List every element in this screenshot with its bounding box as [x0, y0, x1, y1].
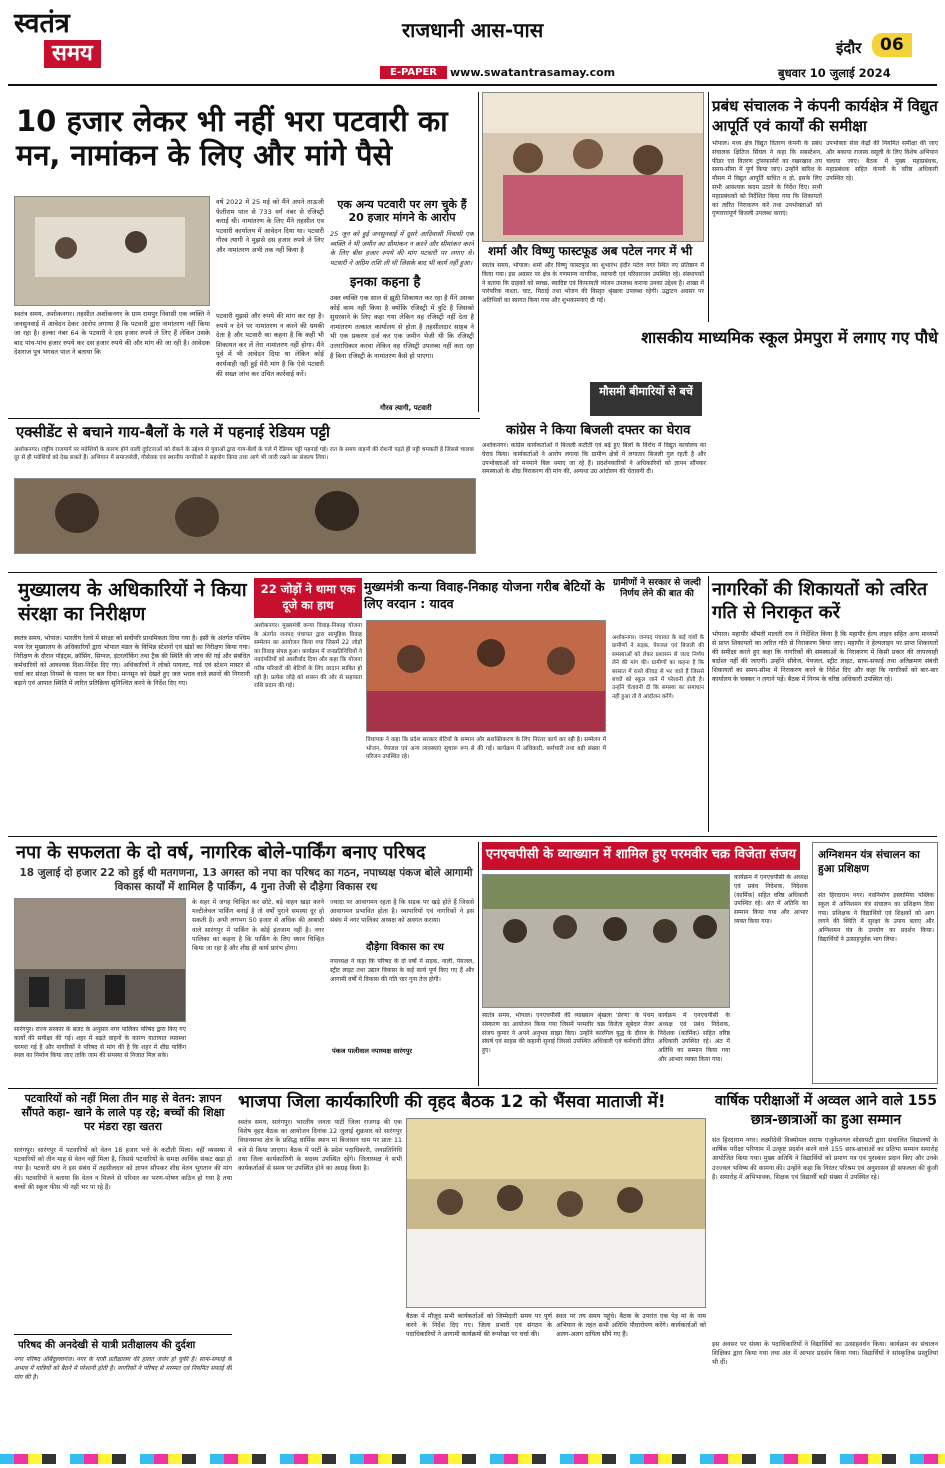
- patwari-headline: 10 हजार लेकर भी नहीं भरा पटवारी का मन, नामांकन के लिए और मांगे पैसे: [16, 104, 448, 172]
- mukhyalay-headline: मुख्यालय के अधिकारियों ने किया संरक्षा का निरीक्षण: [18, 579, 247, 625]
- ncc-body2: कार्यक्रम में एनएचपीसी के अध्यक्ष एवं प्रबंध निदेशक, निदेशक (कार्मिक) सहित वरिष्ठ अधिकारी उपस्थित रहे। अंत में अतिथि का सम्मान किया गया और आभार व्यक्त किया गया।: [734, 874, 808, 925]
- gramin-headline: ग्रामीणों ने सरकार से जल्दी निर्णय लेने की बात की: [613, 578, 701, 599]
- napa-photo: [14, 898, 186, 1022]
- bjp-caption: बैठक में मौजूद सभी कार्यकर्ताओं को जिम्मेदारी समय पर पूर्ण करने के निर्देश दिए गए। जिला प्रभारी एवं संगठन के पदाधिकारियों ने आगामी कार्यक्रमों की रूपरेखा पर चर्चा की।: [406, 1313, 552, 1338]
- patwari2-headline: पटवारियों को नहीं मिला तीन माह से वेतन: ज्ञापन सौंपते कहा- खाने के लाले पड़ रहे; बच्चों की शिक्षा पर मंडरा रहा खतरा: [21, 1092, 225, 1133]
- row-divider-2: [8, 836, 937, 837]
- vivah-body2: विधायक ने कहा कि प्रदेश सरकार बेटियों के सम्मान और सशक्तिकरण के लिए निरंतर कार्य कर रही है। सम्मेलन में भोजन, पेयजल एवं अन्य व्यवस्थाएं सुचारू रूप से की गईं। कार्यक्रम में अधिकारी, कर्मचारी तथा बड़ी संख्या में परिजन उपस्थित रहे।: [366, 737, 606, 761]
- masthead: [0, 0, 945, 86]
- row-divider-1: [8, 418, 480, 419]
- vivah-badge: 22 जोड़ों ने थामा एक दूजे का हाथ: [254, 578, 362, 618]
- vivah-body: अशोकनगर। मुख्यमंत्री कन्या विवाह-निकाह योजना के अंतर्गत जनपद पंचायत द्वारा सामूहिक विवाह सम्मेलन का आयोजन किया गया जिसमें 22 जोड़ों का विवाह संपन्न हुआ। कार्यक्रम में जनप्रतिनिधियों ने नवदंपतियों को आशीर्वाद दिया और कहा कि योजना गरीब परिवारों की बेटियों के लिए वरदान साबित हो रही है। प्रत्येक जोड़े को शासन की ओर से सहायता राशि प्रदान की गई।: [254, 623, 362, 690]
- patwari-col3-text: पटवारी मुझसे और रुपये की मांग कर रहा है। रुपये न देने पर नामांतरण न करने की धमकी देता है और पटवारी का कहना है कि कहीं भी शिकायत कर लें तेरा नामांतरण नहीं होगा। मैंने पूर्व में भी आवेदन दिया था लेकिन कोई कार्यवाही नहीं हुई मेरी मांग है कि ऐसे पटवारी की सख्त जांच कर उचित कार्रवाई करें।: [216, 312, 324, 416]
- school-headline-wide: शासकीय माध्यमिक स्कूल प्रेमपुरा में लगाए गए पौधे: [578, 326, 938, 349]
- pariksha-body: संत हिरदाराम नगर। लक्ष्मीदेवी विक्योमल शराफ एजुकेशनल सोसायटी द्वारा संचालित विद्यालयों के वार्षिक परीक्षा परिणाम में उत्कृष्ट प्रदर्शन करने वाले 155 छात्र-छात्राओं का प्रतिभा सम्मान समारोह आयोजित किया गया। मुख्य अतिथि ने विद्यार्थियों को प्रमाण पत्र एवं पुरस्कार प्रदान किए और उनके उज्ज्वल भविष्य की कामना की। उन्होंने कहा कि निरंतर परिश्रम एवं अनुशासन ही सफलता की कुंजी है। समारोह में अभिभावक, शिक्षक एवं विद्यार्थी बड़ी संख्या में उपस्थित रहे।: [712, 1137, 938, 1181]
- ncc-photo: [482, 874, 730, 1008]
- patwari2-rule: [14, 1334, 232, 1335]
- sharma-photo: [482, 92, 704, 242]
- patwari-photo: [14, 196, 210, 306]
- page-number: 06: [872, 33, 912, 57]
- masthead-rule: [8, 84, 937, 86]
- patwari-sign: गौरव त्यागी, पटवारी: [380, 404, 432, 412]
- bjp-headline: भाजपा जिला कार्यकारिणी की वृहद बैठक 12 को भैंसवा माताजी में!: [238, 1092, 666, 1112]
- patwari-sub1-body: 25 जून को हुई जनसुनवाई में दूसरे आदिवासी निवासी एक व्यक्ति ने भी जमीन का सीमांकन न करने और सीमांकन करने के लिए बीस हजार रुपये की मांग पटवारी पर लगाए थे। पटवारी ने अग्रिम राशि ली थी जिसके बाद भी कार्य नहीं हुआ।: [330, 230, 474, 267]
- bjp-photo: [406, 1118, 706, 1308]
- nagrik-body: भोपाल। महापौर श्रीमती मालती राय ने निर्देशित किया है कि महापौर हेल्प लाइन सहित अन्य माध्यमों से प्राप्त शिकायतों का त्वरित गति से निराकरण किया जाए। महापौर ने हेल्पलाइन पर प्राप्त शिकायतों की समीक्षा करते हुए कहा कि नागरिकों की समस्याओं के निराकरण में किसी प्रकार की लापरवाही बर्दाश्त नहीं की जाएगी। उन्होंने सीवेज, पेयजल, स्ट्रीट लाइट, साफ-सफाई तथा अतिक्रमण संबंधी शिकायतों का समय-सीमा में निराकरण करने के निर्देश दिए और कहा कि नागरिकों को बार-बार कार्यालय के चक्कर न लगाने पड़ें। बैठक में निगम के वरिष्ठ अधिकारी उपस्थित रहे।: [712, 631, 938, 683]
- bjp-body: स्वतंत्र समय, सारंगपुर। भारतीय जनता पार्टी जिला राजगढ़ की एक विशेष वृहद बैठक का आयोजन दिनांक 12 जुलाई शुक्रवार को सारंगपुर विधानसभा क्षेत्र के प्रसिद्ध धार्मिक स्थान मां बिजासन धाम पर प्रातः 11 बजे से किया जाएगा। बैठक में पार्टी के प्रदेश पदाधिकारी, जनप्रतिनिधि तथा जिला कार्यकारिणी के सदस्य उपस्थित रहेंगे। जिलाध्यक्ष ने सभी कार्यकर्ताओं से समय पर उपस्थित होने का आग्रह किया है।: [238, 1119, 402, 1173]
- accident-headline: एक्सीडेंट से बचाने गाय-बैलों के गले में पहनाई रेडियम पट्टी: [16, 423, 330, 441]
- section-title: राजधानी आस-पास: [402, 18, 544, 42]
- registration-strip: [0, 1454, 945, 1464]
- congress-headline: कांग्रेस ने किया बिजली दफ्तर का घेराव: [506, 423, 691, 438]
- napa-sub: दौड़ेगा विकास का रथ: [366, 942, 444, 953]
- patwari-caption: स्वतंत्र समय, अशोकनगर। तहसील अशोकनगर के ग्राम रामपुर निवासी एक व्यक्ति ने जनसुनवाई में आवेदन देकर आरोप लगाया है कि पटवारी द्वारा नामांतरण नहीं किया जा रहा है। हल्का नंबर 64 के पटवारी ने दस हजार रुपये ले लिए हैं लेकिन उसके बाद पांच-पांच हजार रुपये कर दस हजार रुपये की और मांग की जा रही है। आवेदक देशराज पुत्र भगवत पाल ने बताया कि: [14, 310, 210, 357]
- napa-deck: 18 जुलाई दो हजार 22 को हुई थी मतगणना, 13 अगस्त को नपा का परिषद का गठन, नपाध्यक्ष पंकज बोले आगामी विकास कार्यों में शामिल है पार्किंग, 4 गुना तेजी से दौड़ेगा विकास रथ: [19, 867, 473, 893]
- col-rule-3: [708, 576, 709, 832]
- napa-headline: नपा के सफलता के दो वर्ष, नागरिक बोले-पार्किंग बनाए परिषद: [16, 842, 426, 863]
- mausami-banner: मौसमी बीमारियों से बचें: [590, 382, 702, 416]
- issue-date: बुधवार 10 जुलाई 2024: [778, 66, 891, 80]
- bijli-headline: प्रबंध संचालक ने कंपनी कार्यक्षेत्र में विद्युत आपूर्ति एवं कार्यों की समीक्षा: [712, 97, 938, 135]
- city-label: इंदौर: [836, 39, 862, 57]
- napa-body2: ज्यादा पर आवागमन रहता है कि सड़क पर खड़े होते हैं जिससे आवागमन प्रभावित होता है। व्यापारियों एवं नागरिकों ने इस संबंध में नगर पालिका अध्यक्ष को अवगत कराया।: [330, 899, 474, 925]
- napa-caption: सारंगपुर। राज्य सरकार के बजट के अनुसार नगर पालिका परिषद द्वारा किए गए कार्यों की समीक्षा की गई। शहर में बढ़ते वाहनों के कारण यातायात व्यवस्था चरमरा गई है और नागरिकों ने परिषद से मांग की है कि शहर में शीघ्र पार्किंग स्थल का निर्माण किया जाए ताकि जाम की समस्या से निजात मिल सके।: [14, 1026, 186, 1060]
- gramin-body: अशोकनगर। जनपद पंचायत के कई गांवों के ग्रामीणों ने सड़क, पेयजल एवं बिजली की समस्याओं को लेकर प्रशासन से जल्द निर्णय लेने की मांग की। ग्रामीणों का कहना है कि बरसात में रास्ते कीचड़ से भर जाते हैं जिससे बच्चों को स्कूल जाने में परेशानी होती है। उन्होंने चेतावनी दी कि समस्या का समाधान नहीं हुआ तो वे आंदोलन करेंगे।: [612, 635, 704, 700]
- agni-body: संत हिरदाराम नगर। नवनिर्माण इस्लामिया पब्लिक स्कूल में अग्निशमन यंत्र संचालन का प्रशिक्षण दिया गया। प्रशिक्षक ने विद्यार्थियों एवं शिक्षकों को आग लगने की स्थिति में सुरक्षा के उपाय बताए और अग्निशमन यंत्र के उपयोग का प्रदर्शन किया। विद्यार्थियों ने उत्साहपूर्वक भाग लिया।: [818, 892, 934, 943]
- mukhyalay-body: स्वतंत्र समय, भोपाल। भारतीय रेलवे में संरक्षा को सर्वोपरि प्राथमिकता दिया गया है। इसी के अंतर्गत पश्चिम मध्य रेल मुख्यालय के अधिकारियों द्वारा भोपाल मंडल के विभिन्न स्टेशनों एवं खंडों का निरीक्षण किया गया। निरीक्षण के दौरान पॉइंट्स, क्रॉसिंग, सिग्नल, इंटरलॉकिंग तथा ट्रैक की स्थिति की जांच की गई और संबंधित कर्मचारियों को आवश्यक दिशा-निर्देश दिए गए। अधिकारियों ने लोको पायलट, गार्ड एवं स्टेशन मास्टर से चर्चा कर संरक्षा नियमों के पालन पर बल दिया। मानसून को देखते हुए जल भराव वाले स्थानों की निगरानी बढ़ाने एवं आपात स्थिति में त्वरित प्रतिक्रिया सुनिश्चित करने के निर्देश दिए गए।: [14, 635, 250, 687]
- pariksha-headline: वार्षिक परीक्षाओं में अव्वल आने वाले 155 छात्र-छात्राओं का हुआ सम्मान: [715, 1093, 937, 1128]
- col-rule-1: [478, 92, 479, 412]
- sharma-headline: शर्मा और विष्णु फास्टफूड अब पटेल नगर में भी: [488, 244, 693, 258]
- patwari-col2: वर्ष 2022 में 25 मई को मैंने अपने ताऊजी फेतीराम पाल से 733 वर्ग नंबर से रजिस्ट्री कराई थी। नामांतरण के लिए मैंने तहसील एव पटवारी कार्यालय में आवेदन दिया था। पटवारी गौरव त्यागी ने मुझसे दस हजार रुपये ले लिए और नामांतरण अभी तक नहीं किया है: [216, 198, 324, 254]
- accident-photo: [14, 478, 476, 554]
- congress-body: अशोकनगर। कांग्रेस कार्यकर्ताओं ने बिजली कटौती एवं बढ़े हुए बिलों के विरोध में विद्युत कार्यालय का घेराव किया। कार्यकर्ताओं ने आरोप लगाया कि ग्रामीण क्षेत्रों में लगातार बिजली गुल रहती है और उपभोक्ताओं को मनमाने बिल थमाए जा रहे हैं। प्रदर्शनकारियों ने अधिकारियों को ज्ञापन सौंपकर समस्याओं के शीघ्र निराकरण की मांग की, अन्यथा उग्र आंदोलन की चेतावनी दी।: [482, 442, 706, 476]
- col-rule-2: [708, 92, 709, 322]
- logo-bottom: समय: [44, 40, 101, 68]
- parishad-body: नगर परिषद ऑबैदुल्लागंज। नगर के यात्री प्रतीक्षालय की हालत जर्जर हो चुकी है। साफ-सफाई के अभाव में यात्रियों को बैठने में परेशानी होती है। नागरिकों ने परिषद से मरम्मत एवं नियमित सफाई की मांग की है।: [14, 1356, 232, 1381]
- napa-sign: पंकज पालीवाल नपाध्यक्ष सारंगपुर: [332, 1047, 413, 1055]
- napa-sub-body: नपाध्यक्ष ने कहा कि परिषद के दो वर्षों में सड़क, नाली, पेयजल, स्ट्रीट लाइट तथा उद्यान विकास के कई कार्य पूर्ण किए गए हैं और आगामी वर्षों में विकास की गति चार गुना तेज होगी।: [330, 958, 474, 983]
- website-link[interactable]: www.swatantrasamay.com: [450, 66, 616, 79]
- sharma-body: स्वतंत्र समय, भोपाल। शर्मा और विष्णु फास्टफूड का शुभारंभ इंदौर पटेल नगर स्थित नए प्रतिष्ठान में किया गया। इस अवसर पर क्षेत्र के गणमान्य नागरिक, व्यापारी एवं परिवारजन उपस्थित रहे। संस्थापकों ने बताया कि ग्राहकों को स्वच्छ, स्वादिष्ट एवं किफायती व्यंजन उपलब्ध कराना उनका उद्देश्य है। शाखा में पारंपरिक नाश्ता, चाट, मिठाई तथा भोजन की विस्तृत श्रृंखला उपलब्ध रहेगी। उद्घाटन अवसर पर अतिथियों का स्वागत किया गया और शुभकामनाएं दी गईं।: [482, 262, 704, 305]
- vivah-headline: मुख्यमंत्री कन्या विवाह-निकाह योजना गरीब बेटियों के लिए वरदान : यादव: [364, 579, 605, 611]
- bjp-caption2: स्थल पर तय समय पहुंचे। बैठक के उपरांत एक पेड़ मां के नाम अभियान के तहत सभी अतिथि पौधारोपण करेंगे। कार्यकर्ताओं को अलग-अलग दायित्व सौंपे गए हैं।: [556, 1313, 706, 1338]
- patwari-sub2-body: उक्त व्यक्ति एक साल से झूठी शिकायत कर रहा है मैंने उसका कोई काम नहीं किया है क्योंकि रजिस्ट्री में त्रुटि है जिसको सुधरवाने के लिए कहा गया लेकिन वह रजिस्ट्री नहीं देता है नामांतरण तत्काल कार्यालय से होता है तहसीलदार साहब ने भी एक प्रकरण दर्ज कर एक जमीन भेजी थी कि रजिस्ट्री उत्तराधिकार करवा लेकिन वह रजिस्ट्री उपलब्ध नहीं करा रहा है बिना रजिस्ट्री के नामांतरण कैसे हो पाएगा।: [330, 294, 474, 360]
- pariksha-body2: इस अवसर पर संस्था के पदाधिकारियों ने विद्यार्थियों का उत्साहवर्धन किया। कार्यक्रम का संचालन शिक्षिका द्वारा किया गया तथा अंत में आभार प्रदर्शन किया गया। विद्यार्थियों ने सांस्कृतिक प्रस्तुतियां भी दीं।: [712, 1341, 938, 1367]
- bijli-body2: उपभोक्ता सेवा केंद्रों की नियमित समीक्षा की जाए और बकाया राजस्व वसूली के लिए विशेष अभियान चलाया जाए। बैठक में मुख्य महाप्रबंधक, महाप्रबंधक सहित कंपनी के वरिष्ठ अधिकारी उपस्थित रहे।: [826, 140, 938, 183]
- accident-body: अशोकनगर। राष्ट्रीय राजमार्ग पर मवेशियों के कारण होने वाली दुर्घटनाओं को रोकने के उद्देश्य से युवाओं द्वारा गाय-बैलों के गले में रेडियम पट्टी पहनाई गई। रात के समय वाहनों की रोशनी पड़ते ही पट्टी चमकती है जिससे चालक दूर से ही मवेशियों को देख सकते हैं। अभियान में समाजसेवी, गौसेवक एवं स्थानीय नागरिकों ने सहयोग किया तथा आगे भी जारी रखने का संकल्प लिया।: [14, 447, 474, 462]
- patwari-sub1: एक अन्य पटवारी पर लग चुके हैं 20 हजार मांगने के आरोप: [337, 198, 467, 224]
- row-divider-4: [8, 572, 937, 573]
- napa-body: के शहर में जगह चिन्हित कर छोटे, बड़े वाहन खड़ा करने मल्टीलेवल पार्किंग बनाई है तो वर्षों पुराने समस्या दूर हो सकती है। अभी लगभग 50 हजार से अधिक की आबादी वाले सारंगपुर में पार्किंग के कोई इंतजाम नहीं है। नगर पालिका का कहना है कि पार्किंग के लिए स्थान चिन्हित किया जा रहा है और शीघ्र ही कार्य प्रारंभ होगा।: [192, 899, 324, 953]
- parishad-headline: परिषद की अनदेखी से यात्री प्रतीक्षालय की दुर्दशा: [18, 1340, 196, 1351]
- bijli-body: भोपाल। मध्य क्षेत्र विद्युत वितरण कंपनी के प्रबंध संचालक क्षितिज सिंघल ने कहा कि सबस्टेशन, फीडर एवं वितरण ट्रांसफार्मरों का रखरखाव तय समय-सीमा में पूर्ण किया जाए। उन्होंने बारिश के मौसम में विद्युत आपूर्ति बाधित न हो, इसके लिए सभी आवश्यक कदम उठाने के निर्देश दिए। सभी महाप्रबंधकों को निर्देशित किया गया कि शिकायतों का त्वरित निराकरण करें तथा उपभोक्ताओं को गुणवत्तापूर्ण बिजली उपलब्ध कराएं।: [712, 140, 822, 218]
- logo-top: स्वतंत्र: [14, 8, 70, 39]
- vivah-photo: [366, 620, 606, 732]
- agni-headline: अग्निशमन यंत्र संचालन का हुआ प्रशिक्षण: [818, 849, 920, 875]
- ncc-headline: एनएचपीसी के व्याख्यान में शामिल हुए परमवीर चक्र विजेता संजय: [482, 842, 800, 870]
- nagrik-headline: नागरिकों की शिकायतों को त्वरित गति से निराकृत करें: [712, 579, 928, 623]
- col-rule-4: [478, 842, 479, 1086]
- epaper-label: E-PAPER: [380, 66, 447, 79]
- patwari2-body: सारंगपुर। सारंगपुर में पटवारियों को वेतन 18 हजार भत्ते के कटौती मिला। वहीं व्यवस्था में पटवारियों को तीन माह से वेतन नहीं मिला है, जिससे पटवारियों के समक्ष आर्थिक संकट खड़ा हो गया है। पटवारी संघ ने इस संबंध में तहसीलदार को ज्ञापन सौंपकर शीघ्र वेतन भुगतान की मांग की। पटवारियों ने बताया कि वेतन न मिलने से परिवार का भरण-पोषण कठिन हो गया है तथा बच्चों की स्कूल फीस भी नहीं भर पा रहे हैं।: [14, 1147, 232, 1191]
- patwari-sub2: इनका कहना है: [350, 275, 421, 290]
- ncc-body3: कार्यक्रम में एनएचपीसी के अध्यक्ष एवं प्रबंध निदेशक, निदेशक (कार्मिक) सहित वरिष्ठ अधिकारी उपस्थित रहे। अंत में अतिथि का सम्मान किया गया और आभार व्यक्त किया गया।: [658, 1012, 730, 1063]
- row-divider-3: [8, 1088, 937, 1089]
- ncc-body: स्वतंत्र समय, भोपाल। एनएचपीसी की व्याख्यान श्रृंखला 'प्रेरणा' के पंचम संस्करण का आयोजन किया गया जिसमें परमवीर चक्र विजेता सूबेदार मेजर संजय कुमार ने अपने अनुभव साझा किए। उन्होंने कारगिल युद्ध के दौरान के संघर्ष एवं साहस की कहानी सुनाई जिससे उपस्थित अधिकारी एवं कर्मचारी प्रेरित हुए।: [482, 1012, 654, 1055]
- logo: [14, 8, 124, 74]
